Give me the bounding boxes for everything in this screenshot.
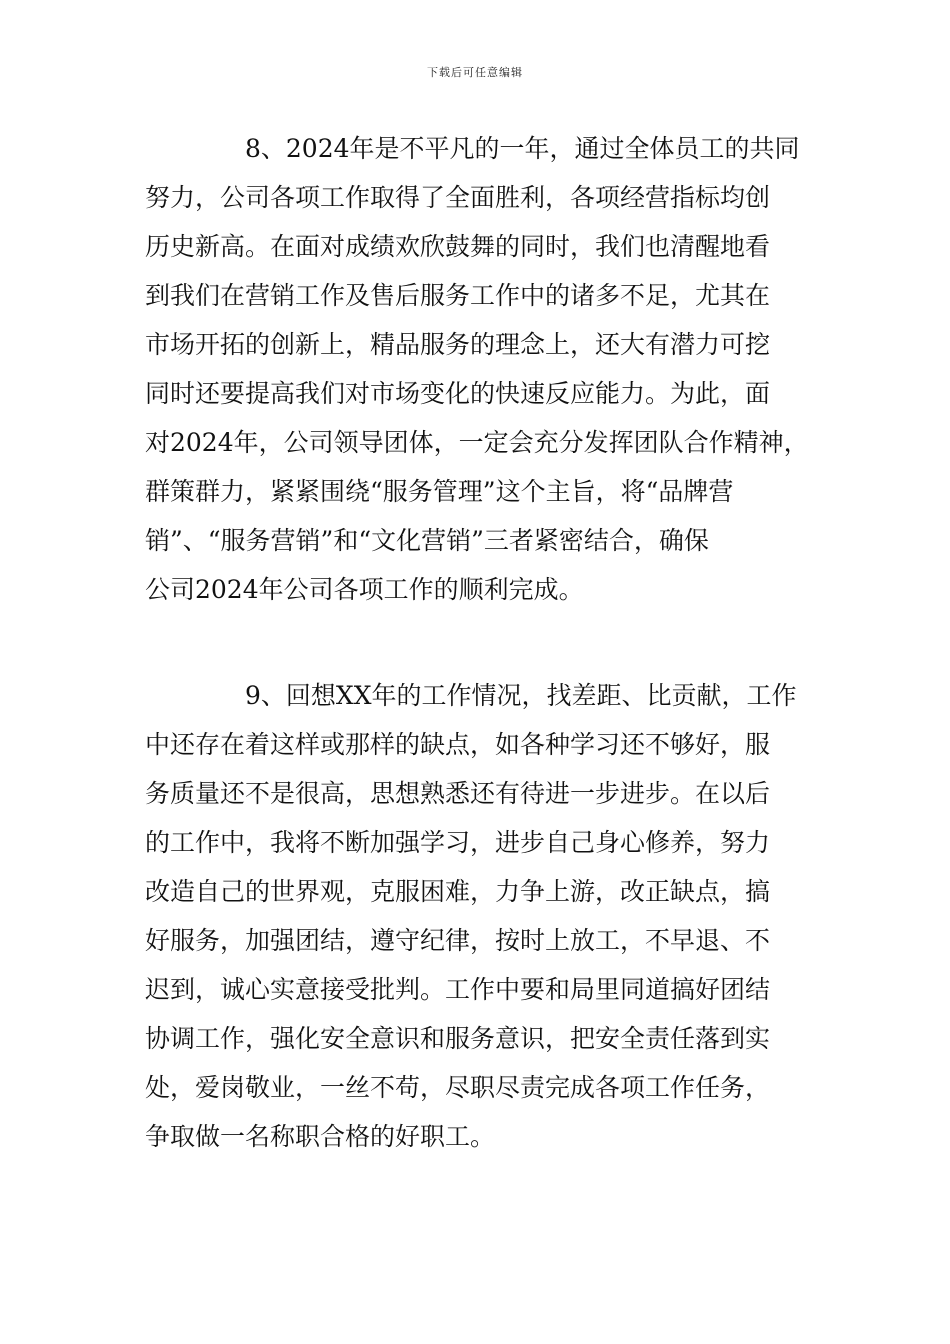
paragraph-line: 处，爱岗敬业，一丝不苟，尽职尽责完成各项工作任务，	[145, 1073, 771, 1102]
paragraph-line: 同时还要提高我们对市场变化的快速反应能力。为此，面	[145, 379, 771, 408]
paragraph-line: 迟到，诚心实意接受批判。工作中要和局里同道搞好团结	[145, 975, 771, 1004]
paragraph-line: 务质量还不是很高，思想熟悉还有待进一步进步。在以后	[145, 779, 771, 808]
header-note: 下载后可任意编辑	[427, 66, 523, 79]
paragraph-line: 争取做一名称职合格的好职工。	[145, 1122, 496, 1151]
paragraph-line: 到我们在营销工作及售后服务工作中的诸多不足，尤其在	[145, 281, 771, 310]
paragraph-line: 协调工作，强化安全意识和服务意识，把安全责任落到实	[145, 1024, 771, 1053]
paragraph-line: 市场开拓的创新上，精品服务的理念上，还大有潜力可挖	[145, 330, 771, 359]
paragraph-line: 9、回想XX年的工作情况，找差距、比贡献，工作	[245, 681, 797, 710]
paragraph-line: 对2024年，公司领导团体，一定会充分发挥团队合作精神，	[145, 428, 809, 457]
paragraph-line: 8、2024年是不平凡的一年，通过全体员工的共同	[245, 134, 800, 163]
paragraph-line: 销”、“服务营销”和“文化营销”三者紧密结合，确保	[145, 526, 709, 555]
paragraph-line: 群策群力，紧紧围绕“服务管理”这个主旨，将“品牌营	[145, 477, 734, 506]
paragraph-line: 的工作中，我将不断加强学习，进步自己身心修养，努力	[145, 828, 771, 857]
paragraph-line: 努力，公司各项工作取得了全面胜利，各项经营指标均创	[145, 183, 771, 212]
paragraph-line: 改造自己的世界观，克服困难，力争上游，改正缺点，搞	[145, 877, 771, 906]
paragraph-line: 中还存在着这样或那样的缺点，如各种学习还不够好，服	[145, 730, 771, 759]
paragraph-line: 公司2024年公司各项工作的顺利完成。	[145, 575, 584, 604]
paragraph-8	[145, 124, 825, 614]
paragraph-line: 历史新高。在面对成绩欢欣鼓舞的同时，我们也清醒地看	[145, 232, 771, 261]
paragraph-line: 好服务，加强团结，遵守纪律，按时上放工，不早退、不	[145, 926, 771, 955]
paragraph-9	[145, 671, 825, 1161]
